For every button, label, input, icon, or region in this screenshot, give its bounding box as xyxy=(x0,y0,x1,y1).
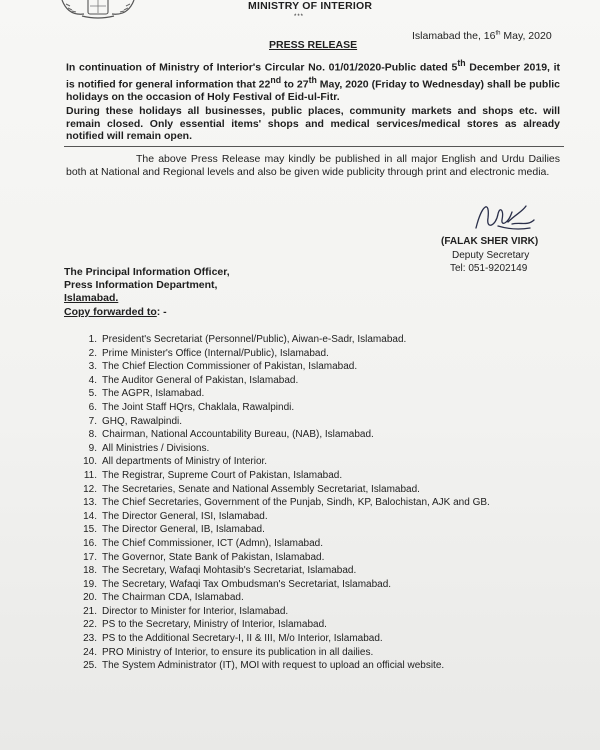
list-item-text: The Chief Commissioner, ICT (Admn), Islamabad. xyxy=(102,537,324,549)
list-item-text: The Chief Election Commissioner of Pakistan, Islamabad. xyxy=(102,361,358,373)
closure-paragraph: During these holidays all businesses, public places, community markets and shops etc. will remain closed. Only essential items' shops and medical services/medical stores as already notified will remain open. xyxy=(66,105,560,143)
list-item-number: 22. xyxy=(83,619,97,631)
list-item-number: 25. xyxy=(83,660,97,672)
list-item xyxy=(78,428,490,442)
list-item xyxy=(78,591,490,605)
list-item-text: The Chief Secretaries, Government of the Punjab, Sindh, KP, Balochistan, AJK and GB. xyxy=(102,497,490,509)
list-item xyxy=(78,387,490,401)
list-item-text: The AGPR, Islamabad. xyxy=(102,388,205,400)
list-item-number: 7. xyxy=(88,415,97,427)
list-item xyxy=(78,523,490,537)
signatory-title: Deputy Secretary xyxy=(452,250,530,261)
list-item-number: 17. xyxy=(83,551,97,563)
signatory-name: (FALAK SHER VIRK) xyxy=(441,236,539,247)
heading-stars: *** xyxy=(294,14,305,20)
recipient-list xyxy=(78,333,490,673)
list-item xyxy=(78,415,490,429)
notification-paragraph: In continuation of Ministry of Interior's Circular No. 01/01/2020-Public dated 5th December 2019, it is notified for general information that 22nd to 27th May, 2020 (Friday to Wednesday) shall be public holidays on the occasion of Holy Festival of Eid-ul-Fitr. xyxy=(66,58,561,104)
list-item xyxy=(78,360,490,374)
divider-line xyxy=(64,146,564,147)
list-item xyxy=(78,469,490,483)
list-item xyxy=(78,632,490,646)
state-emblem-icon xyxy=(58,0,138,20)
handwritten-signature xyxy=(468,196,538,236)
signatory-phone: Tel: 051-9202149 xyxy=(450,263,528,274)
list-item-number: 19. xyxy=(83,578,97,590)
list-item xyxy=(78,646,490,660)
list-item xyxy=(78,659,490,673)
list-item-number: 16. xyxy=(83,537,97,549)
list-item-number: 21. xyxy=(83,605,97,617)
list-item-number: 9. xyxy=(88,442,97,454)
copy-forwarded-heading: Copy forwarded to: - xyxy=(64,306,167,318)
list-item-number: 13. xyxy=(83,497,97,509)
list-item-text: The Joint Staff HQrs, Chaklala, Rawalpindi. xyxy=(102,401,295,413)
list-item xyxy=(78,551,490,565)
list-item-number: 2. xyxy=(88,347,97,359)
list-item-number: 10. xyxy=(83,456,97,468)
list-item-text: PRO Ministry of Interior, to ensure its publication in all dailies. xyxy=(102,646,374,658)
list-item xyxy=(78,333,490,347)
list-item-number: 3. xyxy=(88,361,97,373)
list-item-text: The Governor, State Bank of Pakistan, Islamabad. xyxy=(102,551,325,563)
list-item xyxy=(78,455,490,469)
list-item-number: 14. xyxy=(83,510,97,522)
list-item-number: 24. xyxy=(83,646,97,658)
addressee-line-3: Islamabad. xyxy=(64,292,119,304)
list-item xyxy=(78,442,490,456)
list-item xyxy=(78,347,490,361)
list-item-number: 12. xyxy=(83,483,97,495)
addressee-line-1: The Principal Information Officer, xyxy=(64,266,230,278)
list-item-text: Chairman, National Accountability Bureau, (NAB), Islamabad. xyxy=(102,429,374,441)
list-item-text: Prime Minister's Office (Internal/Public), Islamabad. xyxy=(102,347,329,359)
list-item-number: 6. xyxy=(88,401,97,413)
list-item-text: President's Secretariat (Personnel/Public), Aiwan-e-Sadr, Islamabad. xyxy=(102,334,407,345)
list-item-text: All Ministries / Divisions. xyxy=(102,442,210,454)
list-item xyxy=(78,564,490,578)
list-item xyxy=(78,537,490,551)
publication-request-paragraph: The above Press Release may kindly be published in all major English and Urdu Dailies both at National and Regional levels and also be given wide publicity through print and electronic media. xyxy=(66,153,560,178)
list-item-text: GHQ, Rawalpindi. xyxy=(102,415,183,427)
list-item-text: The Chairman CDA, Islamabad. xyxy=(102,592,244,604)
list-item-text: PS to the Additional Secretary-I, II & III, M/o Interior, Islamabad. xyxy=(102,633,383,645)
list-item-text: The Registrar, Supreme Court of Pakistan, Islamabad. xyxy=(102,469,343,481)
list-item-text: The Secretary, Wafaqi Tax Ombudsman's Secretariat, Islamabad. xyxy=(102,578,392,590)
list-item xyxy=(78,401,490,415)
list-item xyxy=(78,374,490,388)
issue-date: Islamabad the, 16th May, 2020 xyxy=(412,30,552,42)
list-item-number: 5. xyxy=(88,388,97,400)
list-item-number: 23. xyxy=(83,633,97,645)
list-item-number: 20. xyxy=(83,592,97,604)
list-item-text: The Secretary, Wafaqi Mohtasib's Secretariat, Islamabad. xyxy=(102,565,357,577)
list-item-text: The Auditor General of Pakistan, Islamabad. xyxy=(102,374,299,386)
list-item xyxy=(78,618,490,632)
list-item-text: The Director General, IB, Islamabad. xyxy=(102,524,265,536)
list-item-number: 18. xyxy=(83,565,97,577)
list-item-text: The Director General, ISI, Islamabad. xyxy=(102,510,268,522)
list-item xyxy=(78,496,490,510)
list-item-number: 4. xyxy=(88,374,97,386)
list-item xyxy=(78,578,490,592)
list-item-text: The Secretaries, Senate and National Assembly Secretariat, Islamabad. xyxy=(102,483,420,495)
list-item-number: 15. xyxy=(83,524,97,536)
list-item xyxy=(78,510,490,524)
list-item-number: 1. xyxy=(88,334,97,345)
list-item-number: 11. xyxy=(83,469,97,481)
list-item-text: Director to Minister for Interior, Islamabad. xyxy=(102,605,289,617)
list-item-number: 8. xyxy=(88,429,97,441)
list-item-text: The System Administrator (IT), MOI with request to upload an official website. xyxy=(102,660,445,672)
list-item xyxy=(78,605,490,619)
list-item-text: PS to the Secretary, Ministry of Interior, Islamabad. xyxy=(102,619,327,631)
list-item xyxy=(78,483,490,497)
list-item-text: All departments of Ministry of Interior. xyxy=(102,456,268,468)
addressee-line-2: Press Information Department, xyxy=(64,279,218,291)
document-title: PRESS RELEASE xyxy=(269,39,358,51)
ministry-heading: MINISTRY OF INTERIOR xyxy=(248,0,373,12)
